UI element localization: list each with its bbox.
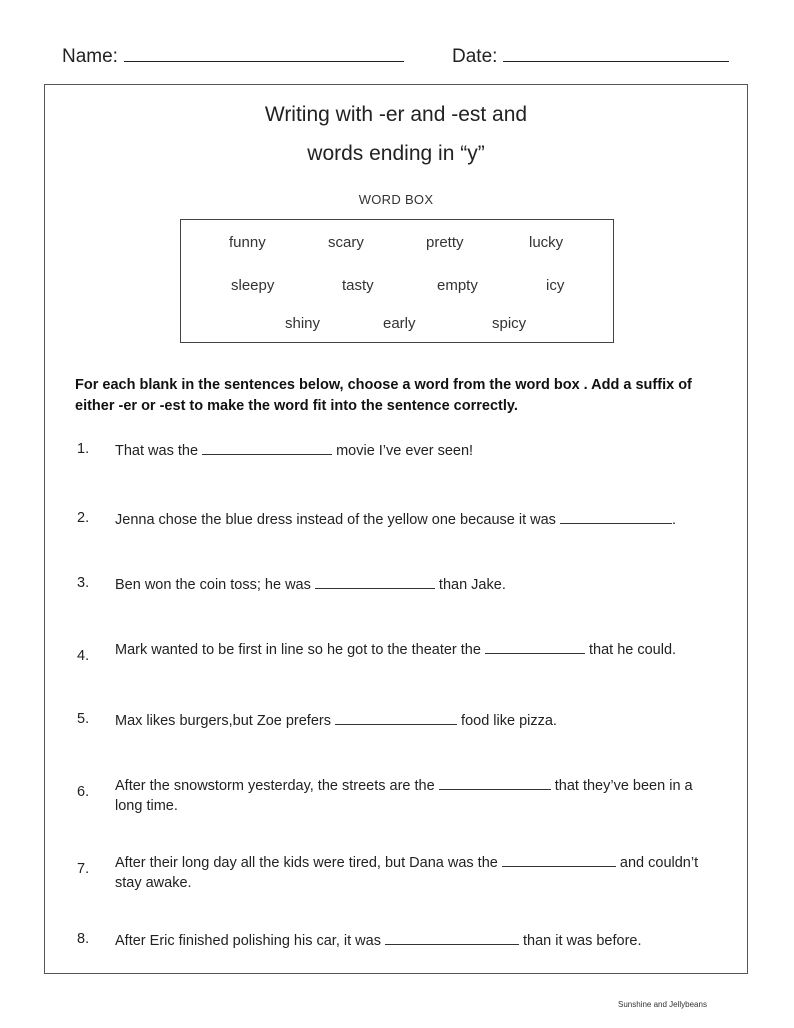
question-text: After the snowstorm yesterday, the streets are the xyxy=(115,778,439,794)
title-line-2: words ending in “y” xyxy=(307,142,485,165)
word-box xyxy=(180,219,614,343)
word-item: pretty xyxy=(426,234,464,251)
word-item: sleepy xyxy=(231,277,275,294)
word-item: tasty xyxy=(342,277,374,294)
worksheet-frame xyxy=(44,84,748,974)
question-text: that he could. xyxy=(584,642,677,658)
question-text: than it was before. xyxy=(518,933,642,949)
answer-blank[interactable] xyxy=(485,641,585,654)
footer-credit: Sunshine and Jellybeans xyxy=(618,1000,707,1009)
word-item: shiny xyxy=(285,315,321,332)
question-text: Max likes burgers,but Zoe prefers xyxy=(115,713,336,729)
question-text: food like pizza. xyxy=(457,713,557,729)
question-number: 4. xyxy=(77,648,90,664)
word-item: scary xyxy=(328,234,364,251)
question-text: Ben won the coin toss; he was xyxy=(115,577,315,593)
question-text: and couldn’t stay awake. xyxy=(115,855,699,891)
word-item: icy xyxy=(546,277,565,294)
question-text: . xyxy=(671,512,676,528)
question-text: After Eric finished polishing his car, it was xyxy=(115,933,385,949)
question-text: that they’ve been in a long time. xyxy=(115,778,693,814)
word-item: early xyxy=(383,315,416,332)
question-text: Mark wanted to be first in line so he got to the theater the xyxy=(115,642,485,658)
word-item: funny xyxy=(229,234,266,251)
word-item: spicy xyxy=(492,315,527,332)
instructions: For each blank in the sentences below, choose a word from the word box . Add a suffix of either -er or -est to make the word fit into the sentence correctly. xyxy=(75,377,692,414)
word-item: lucky xyxy=(529,234,564,251)
answer-blank[interactable] xyxy=(560,511,672,524)
answer-blank[interactable] xyxy=(502,854,616,867)
name-field xyxy=(62,46,404,68)
title-line-1: Writing with -er and -est and xyxy=(264,103,528,126)
question-number: 5. xyxy=(77,711,90,727)
question-text: That was the xyxy=(115,443,203,459)
answer-blank[interactable] xyxy=(335,712,457,725)
date-label: Date: xyxy=(452,46,498,67)
answer-blank[interactable] xyxy=(385,932,519,945)
word-item: empty xyxy=(437,277,478,294)
name-line[interactable] xyxy=(124,47,404,62)
question-number: 8. xyxy=(77,931,90,947)
question-text: After their long day all the kids were tired, but Dana was the xyxy=(115,855,502,871)
question-number: 7. xyxy=(77,861,90,877)
question-text: Jenna chose the blue dress instead of the yellow one because it was xyxy=(115,512,560,528)
answer-blank[interactable] xyxy=(202,442,332,455)
question-text: movie I’ve ever seen! xyxy=(332,443,474,459)
question-number: 2. xyxy=(77,510,90,526)
question-number: 1. xyxy=(77,441,90,457)
date-line[interactable] xyxy=(503,47,729,62)
answer-blank[interactable] xyxy=(315,576,435,589)
answer-blank[interactable] xyxy=(439,777,551,790)
question-text: than Jake. xyxy=(434,577,506,593)
question-number: 3. xyxy=(77,575,90,591)
question-number: 6. xyxy=(77,784,90,800)
date-field xyxy=(452,46,729,68)
word-box-label: WORD BOX xyxy=(358,192,434,207)
name-label: Name: xyxy=(62,46,118,67)
